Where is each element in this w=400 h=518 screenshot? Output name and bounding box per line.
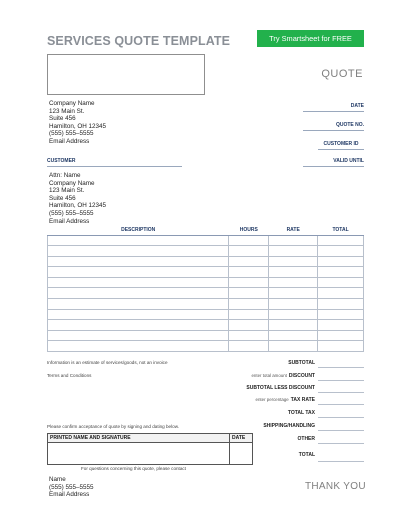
- quote-heading: QUOTE: [321, 68, 363, 80]
- total-label: TOTAL: [298, 452, 315, 458]
- hours-cell[interactable]: [229, 330, 269, 341]
- thank-you-text: THANK YOU: [305, 481, 366, 492]
- table-row: [48, 256, 364, 267]
- company-line: 123 Main St.: [49, 107, 85, 115]
- try-smartsheet-button[interactable]: Try Smartsheet for FREE: [257, 30, 364, 47]
- logo-placeholder-box[interactable]: [47, 54, 205, 95]
- table-row: [48, 235, 364, 246]
- terms-text: Terms and Conditions: [47, 373, 92, 378]
- description-cell[interactable]: [48, 341, 229, 352]
- customer-line: Company Name: [49, 179, 95, 187]
- company-line: Company Name: [49, 100, 95, 107]
- table-row: [48, 341, 364, 352]
- table-row: [48, 277, 364, 288]
- signature-date-header: DATE: [230, 434, 253, 443]
- hours-cell[interactable]: [229, 341, 269, 352]
- contact-line: (555) 555–5555: [49, 483, 94, 491]
- subtotal-less-discount-label: SUBTOTAL LESS DISCOUNT: [246, 385, 315, 391]
- customer-info: [49, 172, 106, 225]
- shipping-label: SHIPPING/HANDLING: [263, 423, 315, 429]
- hours-cell[interactable]: [229, 256, 269, 267]
- tax-hint: enter percentage: [255, 397, 289, 402]
- tax-rate-field[interactable]: [318, 404, 364, 405]
- table-row: [48, 330, 364, 341]
- company-line: Email Address: [49, 137, 90, 145]
- shipping-field[interactable]: [318, 430, 364, 431]
- quote-no-label: QUOTE NO.: [303, 122, 364, 131]
- customer-section-label: CUSTOMER: [47, 158, 182, 167]
- other-label: OTHER: [297, 436, 315, 442]
- customer-id-label: CUSTOMER ID: [318, 141, 364, 150]
- discount-hint: enter total amount: [251, 373, 287, 378]
- total-cell[interactable]: [318, 277, 364, 288]
- page-title: SERVICES QUOTE TEMPLATE: [47, 34, 231, 48]
- description-header: DESCRIPTION: [48, 226, 229, 235]
- description-cell[interactable]: [48, 330, 229, 341]
- table-row: [48, 299, 364, 310]
- total-cell[interactable]: [318, 288, 364, 299]
- description-cell[interactable]: [48, 277, 229, 288]
- discount-row: [220, 373, 315, 379]
- hours-header: HOURS: [229, 226, 269, 235]
- hours-cell[interactable]: [229, 267, 269, 278]
- total-cell[interactable]: [318, 267, 364, 278]
- customer-line: (555) 555–5555: [49, 209, 94, 217]
- total-cell[interactable]: [318, 309, 364, 320]
- subtotal-field[interactable]: [318, 367, 364, 368]
- tax-rate-row: [220, 397, 315, 403]
- rate-cell[interactable]: [269, 299, 318, 310]
- hours-cell[interactable]: [229, 320, 269, 331]
- rate-cell[interactable]: [269, 309, 318, 320]
- estimate-note: Information is an estimate of services/goods, not an invoice: [47, 360, 168, 365]
- signature-header: PRINTED NAME AND SIGNATURE: [48, 434, 230, 443]
- total-cell[interactable]: [318, 299, 364, 310]
- items-table: [47, 226, 364, 352]
- total-cell[interactable]: [318, 235, 364, 246]
- rate-cell[interactable]: [269, 267, 318, 278]
- signature-table: [47, 433, 253, 465]
- table-row: [48, 320, 364, 331]
- rate-cell[interactable]: [269, 341, 318, 352]
- description-cell[interactable]: [48, 309, 229, 320]
- description-cell[interactable]: [48, 299, 229, 310]
- signature-header-row: [48, 434, 253, 443]
- total-cell[interactable]: [318, 256, 364, 267]
- company-line: (555) 555–5555: [49, 130, 94, 138]
- company-line: Hamilton, OH 12345: [49, 122, 107, 130]
- total-cell[interactable]: [318, 341, 364, 352]
- company-info: [49, 100, 106, 146]
- customer-line: Hamilton, OH 12345: [49, 202, 107, 210]
- contact-line: Name: [49, 476, 66, 483]
- total-field[interactable]: [318, 461, 364, 462]
- rate-cell[interactable]: [269, 320, 318, 331]
- total-cell[interactable]: [318, 246, 364, 257]
- rate-cell[interactable]: [269, 235, 318, 246]
- description-cell[interactable]: [48, 288, 229, 299]
- table-row: [48, 288, 364, 299]
- rate-cell[interactable]: [269, 288, 318, 299]
- hours-cell[interactable]: [229, 277, 269, 288]
- rate-cell[interactable]: [269, 277, 318, 288]
- questions-note: For questions concerning this quote, please contact: [81, 466, 186, 471]
- hours-cell[interactable]: [229, 288, 269, 299]
- company-line: Suite 456: [49, 115, 76, 123]
- description-cell[interactable]: [48, 267, 229, 278]
- total-header: TOTAL: [318, 226, 364, 235]
- table-row: [48, 246, 364, 257]
- customer-line: Suite 456: [49, 194, 76, 202]
- customer-line: Attn: Name: [49, 172, 81, 179]
- subtotal-label: SUBTOTAL: [288, 360, 315, 366]
- tax-rate-label: TAX RATE: [290, 397, 315, 403]
- discount-label: DISCOUNT: [288, 373, 315, 379]
- signature-date-field[interactable]: [230, 443, 253, 465]
- acceptance-note: Please confirm acceptance of quote by signing and dating below.: [47, 424, 180, 429]
- contact-info: [49, 476, 93, 499]
- description-cell[interactable]: [48, 235, 229, 246]
- rate-cell[interactable]: [269, 256, 318, 267]
- customer-line: Email Address: [49, 217, 90, 225]
- rate-cell[interactable]: [269, 330, 318, 341]
- signature-row: [48, 443, 253, 465]
- hours-cell[interactable]: [229, 309, 269, 320]
- total-tax-field[interactable]: [318, 417, 364, 418]
- hours-cell[interactable]: [229, 246, 269, 257]
- rate-header: RATE: [269, 226, 318, 235]
- discount-field[interactable]: [318, 380, 364, 381]
- table-row: [48, 267, 364, 278]
- other-field[interactable]: [318, 443, 364, 444]
- description-cell[interactable]: [48, 256, 229, 267]
- rate-cell[interactable]: [269, 246, 318, 257]
- items-header-row: [48, 226, 364, 235]
- hours-cell[interactable]: [229, 235, 269, 246]
- description-cell[interactable]: [48, 246, 229, 257]
- hours-cell[interactable]: [229, 299, 269, 310]
- customer-line: 123 Main St.: [49, 187, 85, 195]
- total-tax-label: TOTAL TAX: [287, 410, 315, 416]
- items-body: [48, 235, 364, 352]
- date-label: DATE: [303, 103, 364, 112]
- description-cell[interactable]: [48, 320, 229, 331]
- signature-field[interactable]: [48, 443, 230, 465]
- table-row: [48, 309, 364, 320]
- contact-line: Email Address: [49, 491, 90, 499]
- valid-until-label: VALID UNTIL: [303, 158, 364, 167]
- total-cell[interactable]: [318, 330, 364, 341]
- subtotal-less-discount-field[interactable]: [318, 392, 364, 393]
- total-cell[interactable]: [318, 320, 364, 331]
